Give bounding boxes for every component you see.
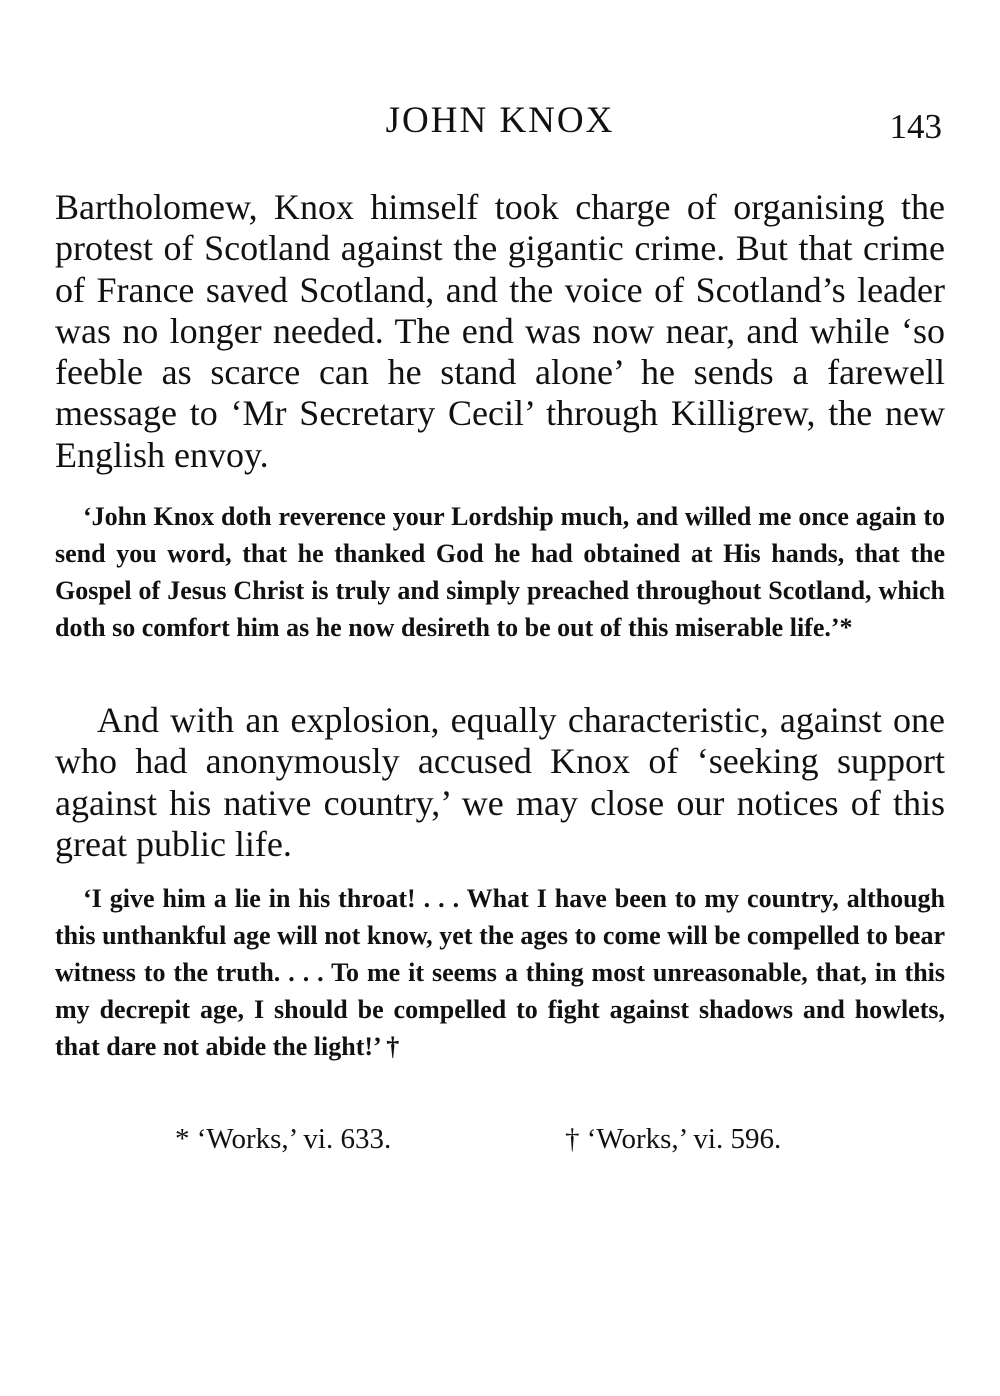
footnote-1: * ‘Works,’ vi. 633. [175, 1123, 392, 1155]
running-title: JOHN KNOX [385, 100, 615, 141]
block-quote-2: ‘I give him a lie in his throat! . . . What I have been to my country, although this unthankful age will not know, yet the ages to come will be compelled to bear witness to the truth. . . . To me it seems a thing most unreasonable, that, in this my decrepit age, I should be compelled to fight against shadows and howlets, that dare not abide the light!’ † [55, 884, 945, 1061]
body-paragraph-2: And with an explosion, equally characteristic, against one who had anonymously accused Knox of ‘seeking support against his native country,’ we may close our notices of this great public life. [55, 700, 945, 864]
page-number: 143 [889, 107, 942, 146]
block-quote-1: ‘John Knox doth reverence your Lordship much, and willed me once again to send you word, that he thanked God he had obtained at His hands, that the Gospel of Jesus Christ is truly and simply preached throughout Scotland, which doth so comfort him as he now desireth to be out of this miserable life.’* [55, 502, 945, 642]
running-head [0, 96, 1000, 146]
footnote-2: † ‘Works,’ vi. 596. [565, 1123, 782, 1155]
footnotes [0, 1119, 1000, 1159]
body-paragraph-1: Bartholomew, Knox himself took charge of organising the protest of Scotland against the gigantic crime. But that crime of France saved Scotland, and the voice of Scotland’s leader was no longer needed. The end was now near, and while ‘so feeble as scarce can he stand alone’ he sends a farewell message to ‘Mr Secretary Cecil’ through Killigrew, the new English envoy. [55, 187, 945, 475]
